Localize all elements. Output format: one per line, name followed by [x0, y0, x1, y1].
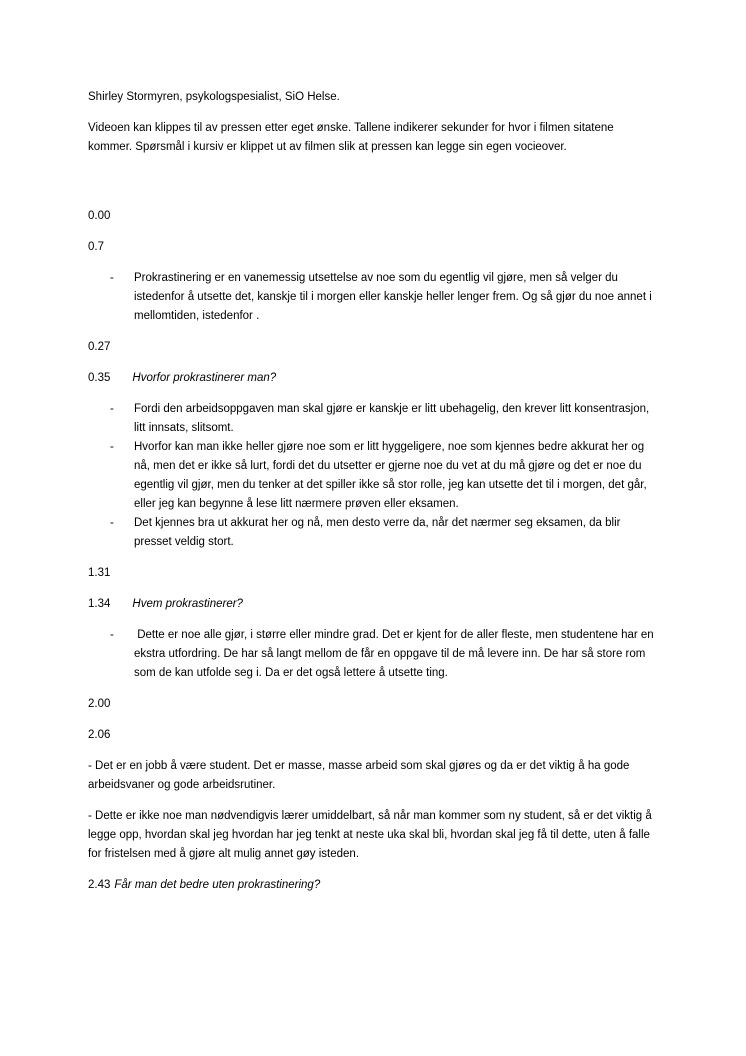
- quote-item: - Dette er noe alle gjør, i større eller mindre grad. Det er kjent for de aller fleste, men studentene har en ekstra utfordring. De har så langt mellom de får en oppgave til de må levere inn. De har så store rom som de kan utfolde seg i. Da er det også lettere å utsette ting.: [88, 626, 660, 683]
- timestamp-with-question: 1.34 Hvem prokrastinerer?: [88, 598, 243, 610]
- question: Hvorfor prokrastinerer man?: [132, 372, 277, 384]
- question: Hvem prokrastinerer?: [132, 598, 243, 610]
- timestamp: 1.31: [88, 567, 111, 579]
- quote-list: [88, 269, 660, 326]
- timestamp-with-question: 0.35 Hvorfor prokrastinerer man?: [88, 372, 277, 384]
- author-line: Shirley Stormyren, psykologspesialist, SiO Helse.: [88, 91, 340, 103]
- intro-paragraph: Videoen kan klippes til av pressen etter eget ønske. Tallene indikerer sekunder for hvor i filmen sitatene kommer. Spørsmål i kursiv er klippet ut av filmen slik at pressen kan legge sin egen vocieover.: [88, 122, 614, 153]
- timestamp: 0.27: [88, 341, 111, 353]
- timestamp: 2.00: [88, 698, 111, 710]
- bullet-mark: -: [110, 441, 114, 453]
- bullet-mark: -: [110, 272, 114, 284]
- quote-item: - Prokrastinering er en vanemessig utsettelse av noe som du egentlig vil gjøre, men så velger du istedenfor å utsette det, kanskje til i morgen eller kanskje heller lenger frem. Og så gjør du noe annet i mellomtiden, istedenfor .: [88, 269, 660, 326]
- timestamp: 0.7: [88, 241, 104, 253]
- question: Får man det bedre uten prokrastinering?: [114, 879, 321, 891]
- bullet-mark: -: [110, 629, 114, 641]
- bullet-mark: -: [110, 403, 114, 415]
- timestamp: 2.06: [88, 729, 111, 741]
- quote-paragraph: - Dette er ikke noe man nødvendigvis lærer umiddelbart, så når man kommer som ny student, så er det viktig å legge opp, hvordan skal jeg hvordan har jeg tenkt at neste uka skal bli, hvordan skal jeg få til dette, uten å falle for fristelsen med å gjøre alt mulig annet gøy isteden.: [88, 810, 652, 860]
- timestamp: 0.00: [88, 210, 111, 222]
- quote-item: - Hvorfor kan man ikke heller gjøre noe som er litt hyggeligere, noe som kjennes bedre akkurat her og nå, men det er ikke så lurt, fordi det du utsetter er gjerne noe du vet at du må gjøre og det er noe du egentlig vil gjør, men du tenker at det spiller ikke så stor rolle, jeg kan utsette det til i morgen, det går, eller jeg kan begynne å lese litt nærmere prøven eller eksamen.: [88, 438, 660, 514]
- quote-item: - Fordi den arbeidsoppgaven man skal gjøre er kanskje er litt ubehagelig, den krever litt konsentrasjon, litt innsats, slitsomt.: [88, 400, 660, 438]
- timestamp-with-question: 2.43 Får man det bedre uten prokrastinering?: [88, 879, 321, 891]
- quote-paragraph: - Det er en jobb å være student. Det er masse, masse arbeid som skal gjøres og da er det viktig å ha gode arbeidsvaner og gode arbeidsrutiner.: [88, 760, 630, 791]
- quote-item: - Det kjennes bra ut akkurat her og nå, men desto verre da, når det nærmer seg eksamen, da blir presset veldig stort.: [88, 514, 660, 552]
- quote-list: [88, 400, 660, 552]
- bullet-mark: -: [110, 517, 114, 529]
- quote-list: [88, 626, 660, 683]
